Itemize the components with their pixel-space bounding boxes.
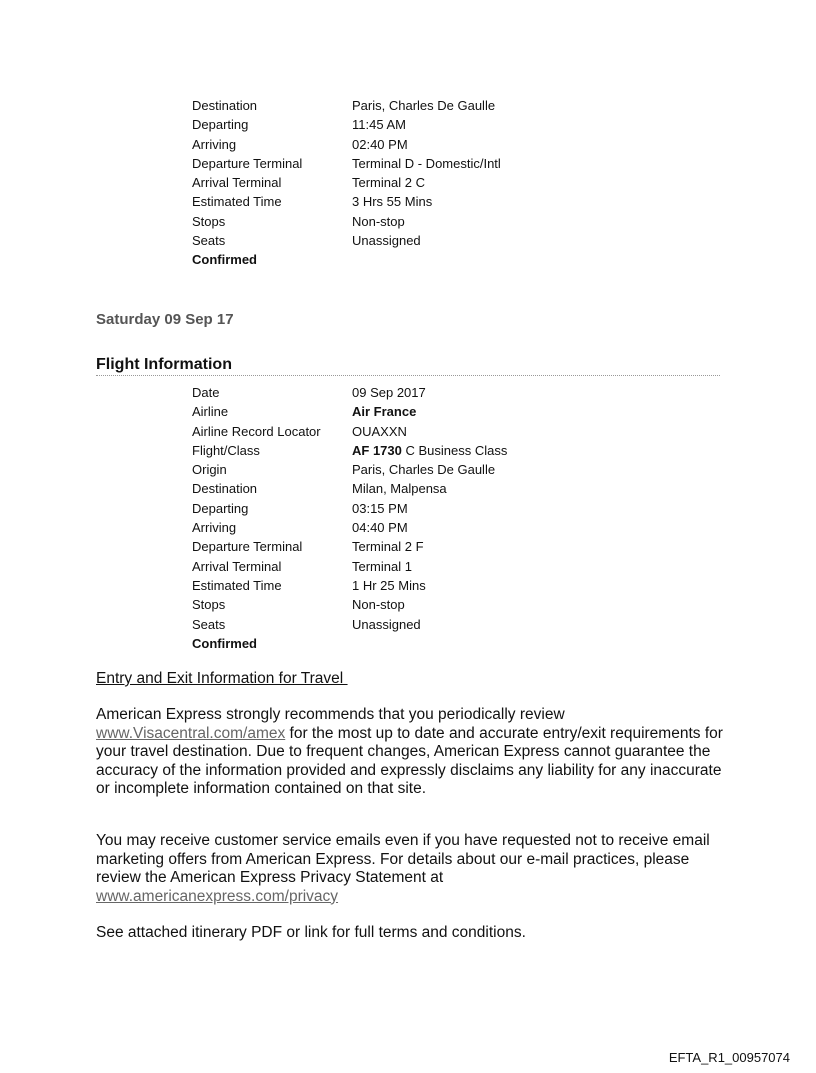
privacy-link[interactable]: www.americanexpress.com/privacy	[96, 887, 339, 905]
previous-flight-details	[192, 96, 612, 270]
detail-row	[192, 402, 612, 421]
detail-value: Non-stop	[352, 597, 405, 613]
entry-exit-text-before: American Express strongly recommends that you periodically review	[96, 706, 565, 723]
detail-row	[192, 576, 612, 595]
detail-row	[192, 441, 612, 460]
day-heading: Saturday 09 Sep 17	[96, 311, 234, 328]
detail-label: Flight/Class	[192, 442, 260, 458]
detail-row	[192, 422, 612, 441]
detail-row	[192, 595, 612, 614]
airline-name: Air France	[352, 404, 417, 420]
detail-value: Unassigned	[352, 233, 421, 249]
flight-number: AF 1730	[352, 442, 402, 458]
detail-value: Terminal D - Domestic/Intl	[352, 155, 501, 171]
detail-label: Arrival Terminal	[192, 175, 282, 191]
privacy-paragraph	[96, 832, 726, 906]
detail-label: Arrival Terminal	[192, 558, 282, 574]
record-locator: OUAXXN	[352, 423, 407, 439]
detail-label: Origin	[192, 462, 227, 478]
detail-value: 09 Sep 2017	[352, 385, 426, 400]
detail-label: Stops	[192, 213, 226, 229]
detail-value: 11:45 AM	[352, 117, 406, 133]
detail-value: 03:15 PM	[352, 500, 408, 516]
detail-label: Arriving	[192, 520, 237, 536]
detail-row	[192, 383, 612, 402]
flight-information-heading: Flight Information	[96, 356, 720, 376]
detail-label: Stops	[192, 597, 226, 613]
detail-value: Terminal 1	[352, 558, 412, 574]
detail-label: Airline Record Locator	[192, 423, 321, 439]
cabin-class: C Business Class	[401, 442, 508, 458]
detail-label: Departing	[192, 117, 249, 133]
terms-note: See attached itinerary PDF or link for full terms and conditions.	[96, 924, 526, 941]
detail-row	[192, 231, 612, 250]
detail-value: Paris, Charles De Gaulle	[352, 462, 496, 478]
detail-row	[192, 96, 612, 115]
entry-exit-paragraph	[96, 706, 726, 799]
detail-row	[192, 192, 612, 211]
detail-label: Arriving	[192, 136, 237, 152]
detail-value: Milan, Malpensa	[352, 481, 447, 497]
detail-row	[192, 499, 612, 518]
flight-class-value	[352, 441, 507, 460]
detail-label: Departing	[192, 500, 249, 516]
detail-value: 3 Hrs 55 Mins	[352, 194, 433, 210]
detail-value: Paris, Charles De Gaulle	[352, 98, 496, 113]
confirmed-status: Confirmed	[192, 635, 257, 651]
detail-label: Destination	[192, 98, 258, 113]
detail-row	[192, 173, 612, 192]
detail-row	[192, 154, 612, 173]
detail-label: Date	[192, 385, 220, 400]
detail-value: 04:40 PM	[352, 520, 408, 536]
detail-row	[192, 460, 612, 479]
detail-row	[192, 115, 612, 134]
detail-label: Seats	[192, 233, 226, 249]
detail-label: Departure Terminal	[192, 539, 303, 555]
detail-label: Seats	[192, 616, 226, 632]
document-id: EFTA_R1_00957074	[668, 1050, 790, 1065]
detail-value: Unassigned	[352, 616, 421, 632]
detail-label: Destination	[192, 481, 258, 497]
detail-row	[192, 518, 612, 537]
entry-exit-text-after: for the most up to date and accurate entry/exit requirements for your travel destination. Due to frequent changes, American Express cannot guarantee the accuracy of the information provided and expressly disclaims any liability for any inaccurate or incomplete information contained on that site.	[96, 724, 723, 797]
privacy-text: You may receive customer service emails even if you have requested not to receive email marketing offers from American Express. For details about our e-mail practices, please review the American Express Privacy Statement at	[96, 832, 710, 886]
detail-value: 1 Hr 25 Mins	[352, 577, 426, 593]
detail-row	[192, 537, 612, 556]
detail-value: Terminal 2 C	[352, 175, 425, 191]
flight-information-details	[192, 383, 612, 653]
detail-label: Airline	[192, 404, 229, 420]
detail-label: Estimated Time	[192, 577, 282, 593]
detail-row	[192, 557, 612, 576]
detail-label: Departure Terminal	[192, 155, 303, 171]
detail-row	[192, 479, 612, 498]
detail-row	[192, 135, 612, 154]
detail-value: 02:40 PM	[352, 136, 408, 152]
detail-value: Non-stop	[352, 213, 405, 229]
detail-row	[192, 212, 612, 231]
confirmed-status: Confirmed	[192, 252, 257, 268]
detail-row	[192, 615, 612, 634]
visacentral-link[interactable]: www.Visacentral.com/amex	[96, 724, 286, 742]
entry-exit-heading: Entry and Exit Information for Travel	[96, 670, 348, 687]
detail-value: Terminal 2 F	[352, 539, 424, 555]
detail-label: Estimated Time	[192, 194, 282, 210]
